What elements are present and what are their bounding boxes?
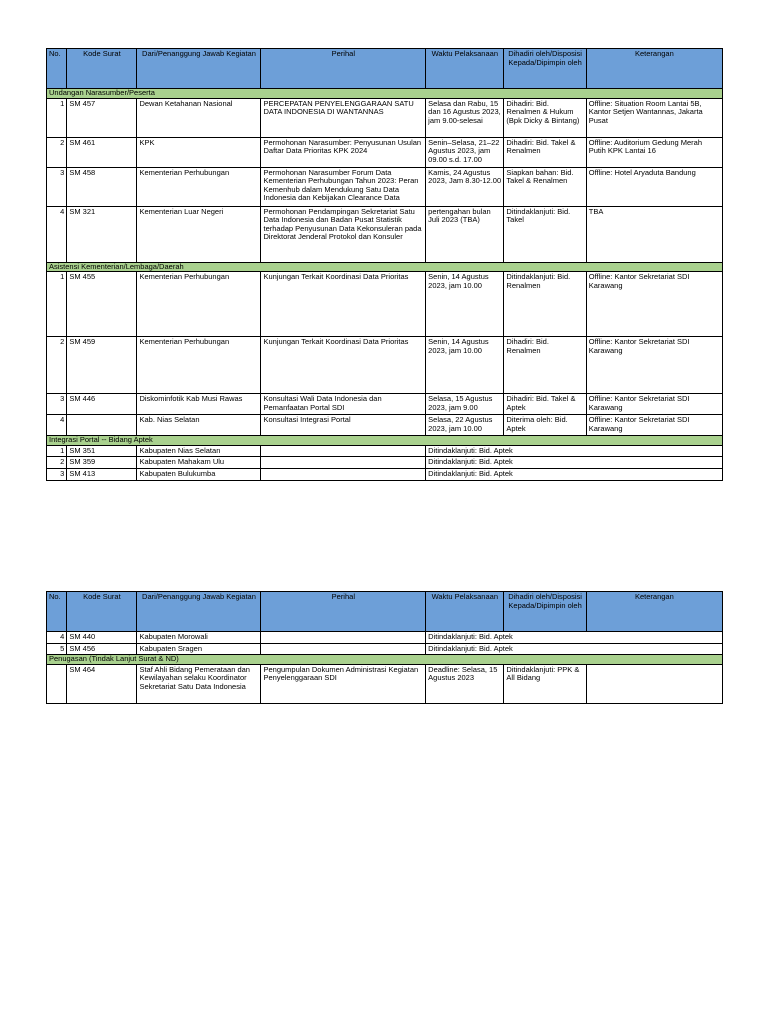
cell-perihal: Kunjungan Terkait Koordinasi Data Prioritas bbox=[261, 272, 426, 337]
section-title: Asistensi Kementerian/Lembaga/Daerah bbox=[47, 262, 723, 272]
cell-waktu: Selasa, 15 Agustus 2023, jam 9.00 bbox=[426, 394, 504, 415]
cell-dari: Kementerian Perhubungan bbox=[137, 337, 261, 394]
table-row bbox=[47, 206, 723, 262]
header-no: No. bbox=[47, 592, 67, 632]
cell-dihadiri: Dihadiri: Bid. Renalmen bbox=[504, 337, 586, 394]
cell-no: 1 bbox=[47, 272, 67, 337]
cell-no: 2 bbox=[47, 457, 67, 469]
cell-no: 4 bbox=[47, 632, 67, 644]
cell-keterangan: Offline: Hotel Aryaduta Bandung bbox=[586, 167, 722, 206]
section-row bbox=[47, 89, 723, 99]
cell-kode: SM 464 bbox=[67, 664, 137, 703]
cell-no: 2 bbox=[47, 337, 67, 394]
cell-dihadiri: Dihadiri: Bid. Renalmen & Hukum (Bpk Dicky & Bintang) bbox=[504, 98, 586, 137]
cell-perihal bbox=[261, 445, 426, 457]
cell-waktu: Ditindaklanjuti: Bid. Aptek bbox=[426, 632, 723, 644]
cell-no: 1 bbox=[47, 445, 67, 457]
table-row bbox=[47, 415, 723, 436]
cell-waktu: Ditindaklanjuti: Bid. Aptek bbox=[426, 468, 723, 480]
table-row bbox=[47, 457, 723, 469]
cell-no: 1 bbox=[47, 98, 67, 137]
cell-dari: Kementerian Luar Negeri bbox=[137, 206, 261, 262]
cell-perihal bbox=[261, 457, 426, 469]
cell-no: 3 bbox=[47, 468, 67, 480]
cell-dari: Kabupaten Mahakam Ulu bbox=[137, 457, 261, 469]
cell-waktu: Selasa dan Rabu, 15 dan 16 Agustus 2023, jam 9.00-selesai bbox=[426, 98, 504, 137]
cell-kode: SM 461 bbox=[67, 137, 137, 167]
cell-dihadiri: Dihadiri: Bid. Takel & Aptek bbox=[504, 394, 586, 415]
table-row bbox=[47, 394, 723, 415]
header-keterangan: Keterangan bbox=[586, 49, 722, 89]
cell-kode: SM 440 bbox=[67, 632, 137, 644]
cell-keterangan: Offline: Auditorium Gedung Merah Putih KPK Lantai 16 bbox=[586, 137, 722, 167]
cell-dari: Kementerian Perhubungan bbox=[137, 272, 261, 337]
cell-dari: Staf Ahli Bidang Pemerataan dan Kewilayahan selaku Koordinator Sekretariat Satu Data Indonesia bbox=[137, 664, 261, 703]
cell-kode: SM 446 bbox=[67, 394, 137, 415]
cell-perihal: Konsultasi Integrasi Portal bbox=[261, 415, 426, 436]
cell-waktu: Senin–Selasa, 21–22 Agustus 2023, jam 09.00 s.d. 17.00 bbox=[426, 137, 504, 167]
table-row bbox=[47, 272, 723, 337]
cell-keterangan: TBA bbox=[586, 206, 722, 262]
cell-perihal bbox=[261, 643, 426, 655]
header-waktu: Waktu Pelaksanaan bbox=[426, 592, 504, 632]
cell-dari: KPK bbox=[137, 137, 261, 167]
cell-kode: SM 455 bbox=[67, 272, 137, 337]
cell-perihal: Konsultasi Wali Data Indonesia dan Pemanfaatan Portal SDI bbox=[261, 394, 426, 415]
cell-kode bbox=[67, 415, 137, 436]
header-keterangan: Keterangan bbox=[586, 592, 722, 632]
cell-dari: Kementerian Perhubungan bbox=[137, 167, 261, 206]
cell-dari: Kabupaten Sragen bbox=[137, 643, 261, 655]
cell-kode: SM 457 bbox=[67, 98, 137, 137]
cell-kode: SM 351 bbox=[67, 445, 137, 457]
cell-dihadiri: Dihadiri: Bid. Takel & Renalmen bbox=[504, 137, 586, 167]
cell-dari: Kabupaten Morowali bbox=[137, 632, 261, 644]
header-row bbox=[47, 49, 723, 89]
cell-dihadiri: Ditindaklanjuti: PPK & All Bidang bbox=[504, 664, 586, 703]
cell-dihadiri: Siapkan bahan: Bid. Takel & Renalmen bbox=[504, 167, 586, 206]
header-dihadiri: Dihadiri oleh/Disposisi Kepada/Dipimpin oleh bbox=[504, 49, 586, 89]
header-row bbox=[47, 592, 723, 632]
cell-dari: Dewan Ketahanan Nasional bbox=[137, 98, 261, 137]
header-perihal: Perihal bbox=[261, 49, 426, 89]
cell-kode: SM 413 bbox=[67, 468, 137, 480]
cell-waktu: Senin, 14 Agustus 2023, jam 10.00 bbox=[426, 272, 504, 337]
cell-no: 3 bbox=[47, 167, 67, 206]
section-row bbox=[47, 262, 723, 272]
cell-waktu: Ditindaklanjuti: Bid. Aptek bbox=[426, 457, 723, 469]
cell-keterangan: Offline: Kantor Sekretariat SDI Karawang bbox=[586, 394, 722, 415]
cell-no: 5 bbox=[47, 643, 67, 655]
cell-dari: Kabupaten Nias Selatan bbox=[137, 445, 261, 457]
cell-keterangan: Offline: Kantor Sekretariat SDI Karawang bbox=[586, 415, 722, 436]
cell-dari: Kabupaten Bulukumba bbox=[137, 468, 261, 480]
section-row bbox=[47, 436, 723, 446]
cell-kode: SM 456 bbox=[67, 643, 137, 655]
section-title: Integrasi Portal -- Bidang Aptek bbox=[47, 436, 723, 446]
header-perihal: Perihal bbox=[261, 592, 426, 632]
cell-dihadiri: Diterima oleh: Bid. Aptek bbox=[504, 415, 586, 436]
table-row bbox=[47, 137, 723, 167]
cell-waktu: Deadline: Selasa, 15 Agustus 2023 bbox=[426, 664, 504, 703]
cell-perihal: Kunjungan Terkait Koordinasi Data Prioritas bbox=[261, 337, 426, 394]
cell-dari: Kab. Nias Selatan bbox=[137, 415, 261, 436]
cell-dihadiri: Ditindaklanjuti: Bid. Renalmen bbox=[504, 272, 586, 337]
cell-perihal bbox=[261, 632, 426, 644]
header-waktu: Waktu Pelaksanaan bbox=[426, 49, 504, 89]
table-row bbox=[47, 643, 723, 655]
cell-no: 4 bbox=[47, 206, 67, 262]
cell-perihal: Pengumpulan Dokumen Administrasi Kegiatan Penyelenggaraan SDI bbox=[261, 664, 426, 703]
cell-perihal: Permohonan Narasumber Forum Data Kementerian Perhubungan Tahun 2023: Peran Kemenhub dalam Mendukung Satu Data Indonesia dan Kebijakan Clearance Data bbox=[261, 167, 426, 206]
header-kode-surat: Kode Surat bbox=[67, 592, 137, 632]
cell-kode: SM 458 bbox=[67, 167, 137, 206]
section-title: Penugasan (Tindak Lanjut Surat & ND) bbox=[47, 655, 723, 665]
cell-kode: SM 359 bbox=[67, 457, 137, 469]
table-row bbox=[47, 98, 723, 137]
cell-waktu: pertengahan bulan Juli 2023 (TBA) bbox=[426, 206, 504, 262]
cell-no: 4 bbox=[47, 415, 67, 436]
cell-perihal bbox=[261, 468, 426, 480]
section-row bbox=[47, 655, 723, 665]
table-row bbox=[47, 445, 723, 457]
cell-dihadiri: Ditindaklanjuti: Bid. Takel bbox=[504, 206, 586, 262]
table-row bbox=[47, 632, 723, 644]
cell-keterangan bbox=[586, 664, 722, 703]
header-dihadiri: Dihadiri oleh/Disposisi Kepada/Dipimpin oleh bbox=[504, 592, 586, 632]
header-kode-surat: Kode Surat bbox=[67, 49, 137, 89]
cell-dari: Diskominfotik Kab Musi Rawas bbox=[137, 394, 261, 415]
cell-waktu: Selasa, 22 Agustus 2023, jam 10.00 bbox=[426, 415, 504, 436]
table-row bbox=[47, 167, 723, 206]
section-title: Undangan Narasumber/Peserta bbox=[47, 89, 723, 99]
cell-no: 2 bbox=[47, 137, 67, 167]
cell-perihal: Permohonan Pendampingan Sekretariat Satu Data Indonesia dan Badan Pusat Statistik terhadap Penyusunan Data Kekonsuleran pada Direktorat Jenderal Protokol dan Konsuler bbox=[261, 206, 426, 262]
header-dari: Dari/Penanggung Jawab Kegiatan bbox=[137, 592, 261, 632]
cell-keterangan: Offline: Kantor Sekretariat SDI Karawang bbox=[586, 272, 722, 337]
cell-kode: SM 459 bbox=[67, 337, 137, 394]
header-dari: Dari/Penanggung Jawab Kegiatan bbox=[137, 49, 261, 89]
cell-waktu: Kamis, 24 Agustus 2023, Jam 8.30-12.00 bbox=[426, 167, 504, 206]
cell-waktu: Senin, 14 Agustus 2023, jam 10.00 bbox=[426, 337, 504, 394]
cell-perihal: Permohonan Narasumber: Penyusunan Usulan Daftar Data Prioritas KPK 2024 bbox=[261, 137, 426, 167]
cell-waktu: Ditindaklanjuti: Bid. Aptek bbox=[426, 445, 723, 457]
table-row bbox=[47, 337, 723, 394]
agenda-table-page-2 bbox=[46, 591, 723, 704]
header-no: No. bbox=[47, 49, 67, 89]
table-row bbox=[47, 664, 723, 703]
cell-keterangan: Offline: Situation Room Lantai 5B, Kantor Setjen Wantannas, Jakarta Pusat bbox=[586, 98, 722, 137]
cell-waktu: Ditindaklanjuti: Bid. Aptek bbox=[426, 643, 723, 655]
cell-no: 3 bbox=[47, 394, 67, 415]
table-row bbox=[47, 468, 723, 480]
agenda-table-page-1 bbox=[46, 48, 723, 481]
cell-perihal: PERCEPATAN PENYELENGGARAAN SATU DATA INDONESIA DI WANTANNAS bbox=[261, 98, 426, 137]
cell-kode: SM 321 bbox=[67, 206, 137, 262]
cell-keterangan: Offline: Kantor Sekretariat SDI Karawang bbox=[586, 337, 722, 394]
cell-no bbox=[47, 664, 67, 703]
